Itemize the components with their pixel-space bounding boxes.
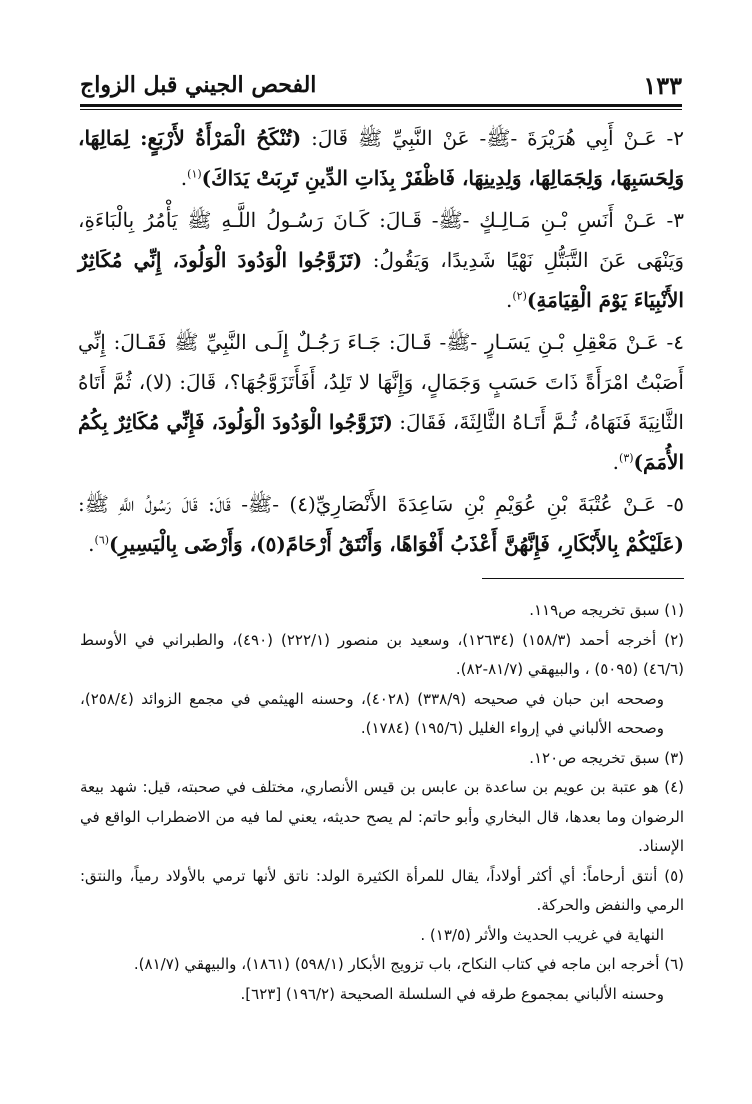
hadith-narration: ٣- عَـنْ أَنَسِ بْـنِ مَـالِـكٍ -ﷺ- قَـالَ: كَـانَ رَسُـولُ اللَّـهِ ﷺ يَأْمُرُ بِالْبَاءَةِ، وَيَنْهَى عَنَ التَّبَتُّلِ نَهْيًا شَدِيدًا، وَيَقُولُ:: [78, 208, 685, 272]
hadith-paragraph: [78, 484, 684, 564]
running-header: [80, 64, 682, 106]
footnotes: [80, 596, 684, 1009]
hadith-end: .: [506, 288, 513, 312]
footnote: (١) سبق تخريجه ص١١٩.: [529, 601, 684, 619]
page-number: ١٣٣: [643, 70, 682, 100]
footnote-ref: (٣): [619, 451, 634, 465]
hadith-quote: (تَزَوَّجُوا الْوَدُودَ الْوَلُودَ، فَإِنِّي مُكَاثِرٌ بِكُمُ الأُمَمَ): [78, 410, 684, 474]
footnote-ref: (٦): [94, 533, 110, 547]
hadith-end: .: [180, 166, 188, 190]
footnote-continuation: وحسنه الألباني بمجموع طرقه في السلسلة الصحيحة (١٩٦/٢) [٦٢٣].: [240, 984, 664, 1003]
hadith-quote: (تَزَوَّجُوا الْوَدُودَ الْوَلُودَ، إِنِّي مُكَاثِرٌ الأَنْبِيَاءَ يَوْمَ الْقِيَامَةِ): [78, 248, 684, 312]
footnote-separator: [482, 578, 684, 579]
hadith-paragraph: [78, 322, 684, 482]
footnote: (٣) سبق تخريجه ص١٢٠.: [529, 748, 684, 767]
footnote-ref: (١): [187, 167, 202, 181]
hadith-narration: ٢- عَـنْ أَبِي هُرَيْرَةَ -ﷺ- عَنْ النَّبِيِّ ﷺ قَالَ:: [301, 126, 684, 150]
hadith-quote: (تُنْكَحُ الْمَرْأَةُ لأَرْبَعٍ: لِمَالِهَا، وَلِحَسَبِهَا، وَلِجَمَالِهَا، وَلِدِينِهَا، فَاظْفَرْ بِذَاتِ الدِّينِ تَرِبَتْ يَدَاكَ): [78, 126, 684, 190]
hadith-narration: ٤- عَـنْ مَعْقِلِ بْـنِ يَسَـارٍ -ﷺ- قَـالَ: جَـاءَ رَجُـلٌ إِلَـى النَّبِيِّ ﷺ فَقَـالَ: إِنِّي أَصَبْتُ امْرَأَةً ذَاتَ حَسَبٍ وَجَمَالٍ، وَإِنَّهَا لا تَلِدُ، أَفَأَتَزَوَّجُهَا؟، قَالَ: (لا)، ثُمَّ أَتَاهُ الثَّانِيَةَ فَنَهَاهُ، ثُـمَّ أَتَـاهُ الثَّالِثَةَ، فَقَالَ:: [78, 330, 684, 434]
hadith-quote: (عَلَيْكُمْ بِالأَبْكَارِ، فَإِنَّهُنَّ أَعْذَبُ أَفْوَاهًا، وَأَنْتَقُ أَرْحَامً(٥)، وَأَرْضَى بِالْيَسِيرِ): [109, 532, 684, 556]
footnote-continuation: النهاية في غريب الحديث والأثر (١٣/٥) .: [420, 925, 664, 944]
footnote: (٤) هو عتبة بن عويم بن ساعدة بن عابس بن قيس الأنصاري، مختلف في صحبته، قيل: شهد بيعة الرضوان وما بعدها، قال البخاري وأبو حاتم: لم يصح حديثه، يعني لما فيه من الاضطراب الواقع في الإسناد.: [80, 778, 684, 855]
hadith-paragraph: [78, 118, 684, 198]
footnote-ref: (٢): [512, 289, 527, 303]
header-rule-thin: [80, 109, 682, 110]
footnote-continuation: وصححه ابن حبان في صحيحه (٣٣٨/٩) (٤٠٢٨)، وحسنه الهيثمي في مجمع الزوائد (٢٥٨/٤)، وصححه الألباني في إرواء الغليل (١٩٥/٦) (١٧٨٤).: [80, 689, 664, 737]
footnote: (٦) أخرجه ابن ماجه في كتاب النكاح، باب تزويج الأبكار (٥٩٨/١) (١٨٦١)، والبيهقي (٨١/٧).: [133, 955, 684, 973]
footnote: (٢) أخرجه أحمد (١٥٨/٣) (١٢٦٣٤)، وسعيد بن منصور (٢٢٢/١) (٤٩٠)، والطبراني في الأوسط (٤٦/٦) (٥٠٩٥) ، والبيهقي (٨١/٧-٨٢).: [80, 630, 684, 678]
footnote: (٥) أنتق أرحاماً: أي أكثر أولاداً، يقال للمرأة الكثيرة الولد: ناتق لأنها ترمي بالأولاد رمياً، والنتق: الرمي والنفض والحركة.: [80, 866, 684, 914]
hadith-end: .: [88, 532, 95, 556]
main-text: [78, 118, 684, 566]
header-rule-thick: [80, 104, 682, 107]
hadith-narration: ٥- عَـنْ عُتْبَةَ بْنِ عُوَيْمِ بْنِ سَاعِدَةَ الأَنْصَارِيِّ(٤) -ﷺ- قَالَ: قَالَ رَسُولُ اللَّهِ ﷺ:: [78, 492, 684, 516]
hadith-paragraph: [78, 200, 684, 320]
chapter-title: الفحص الجيني قبل الزواج: [80, 72, 317, 98]
hadith-end: .: [612, 450, 620, 474]
